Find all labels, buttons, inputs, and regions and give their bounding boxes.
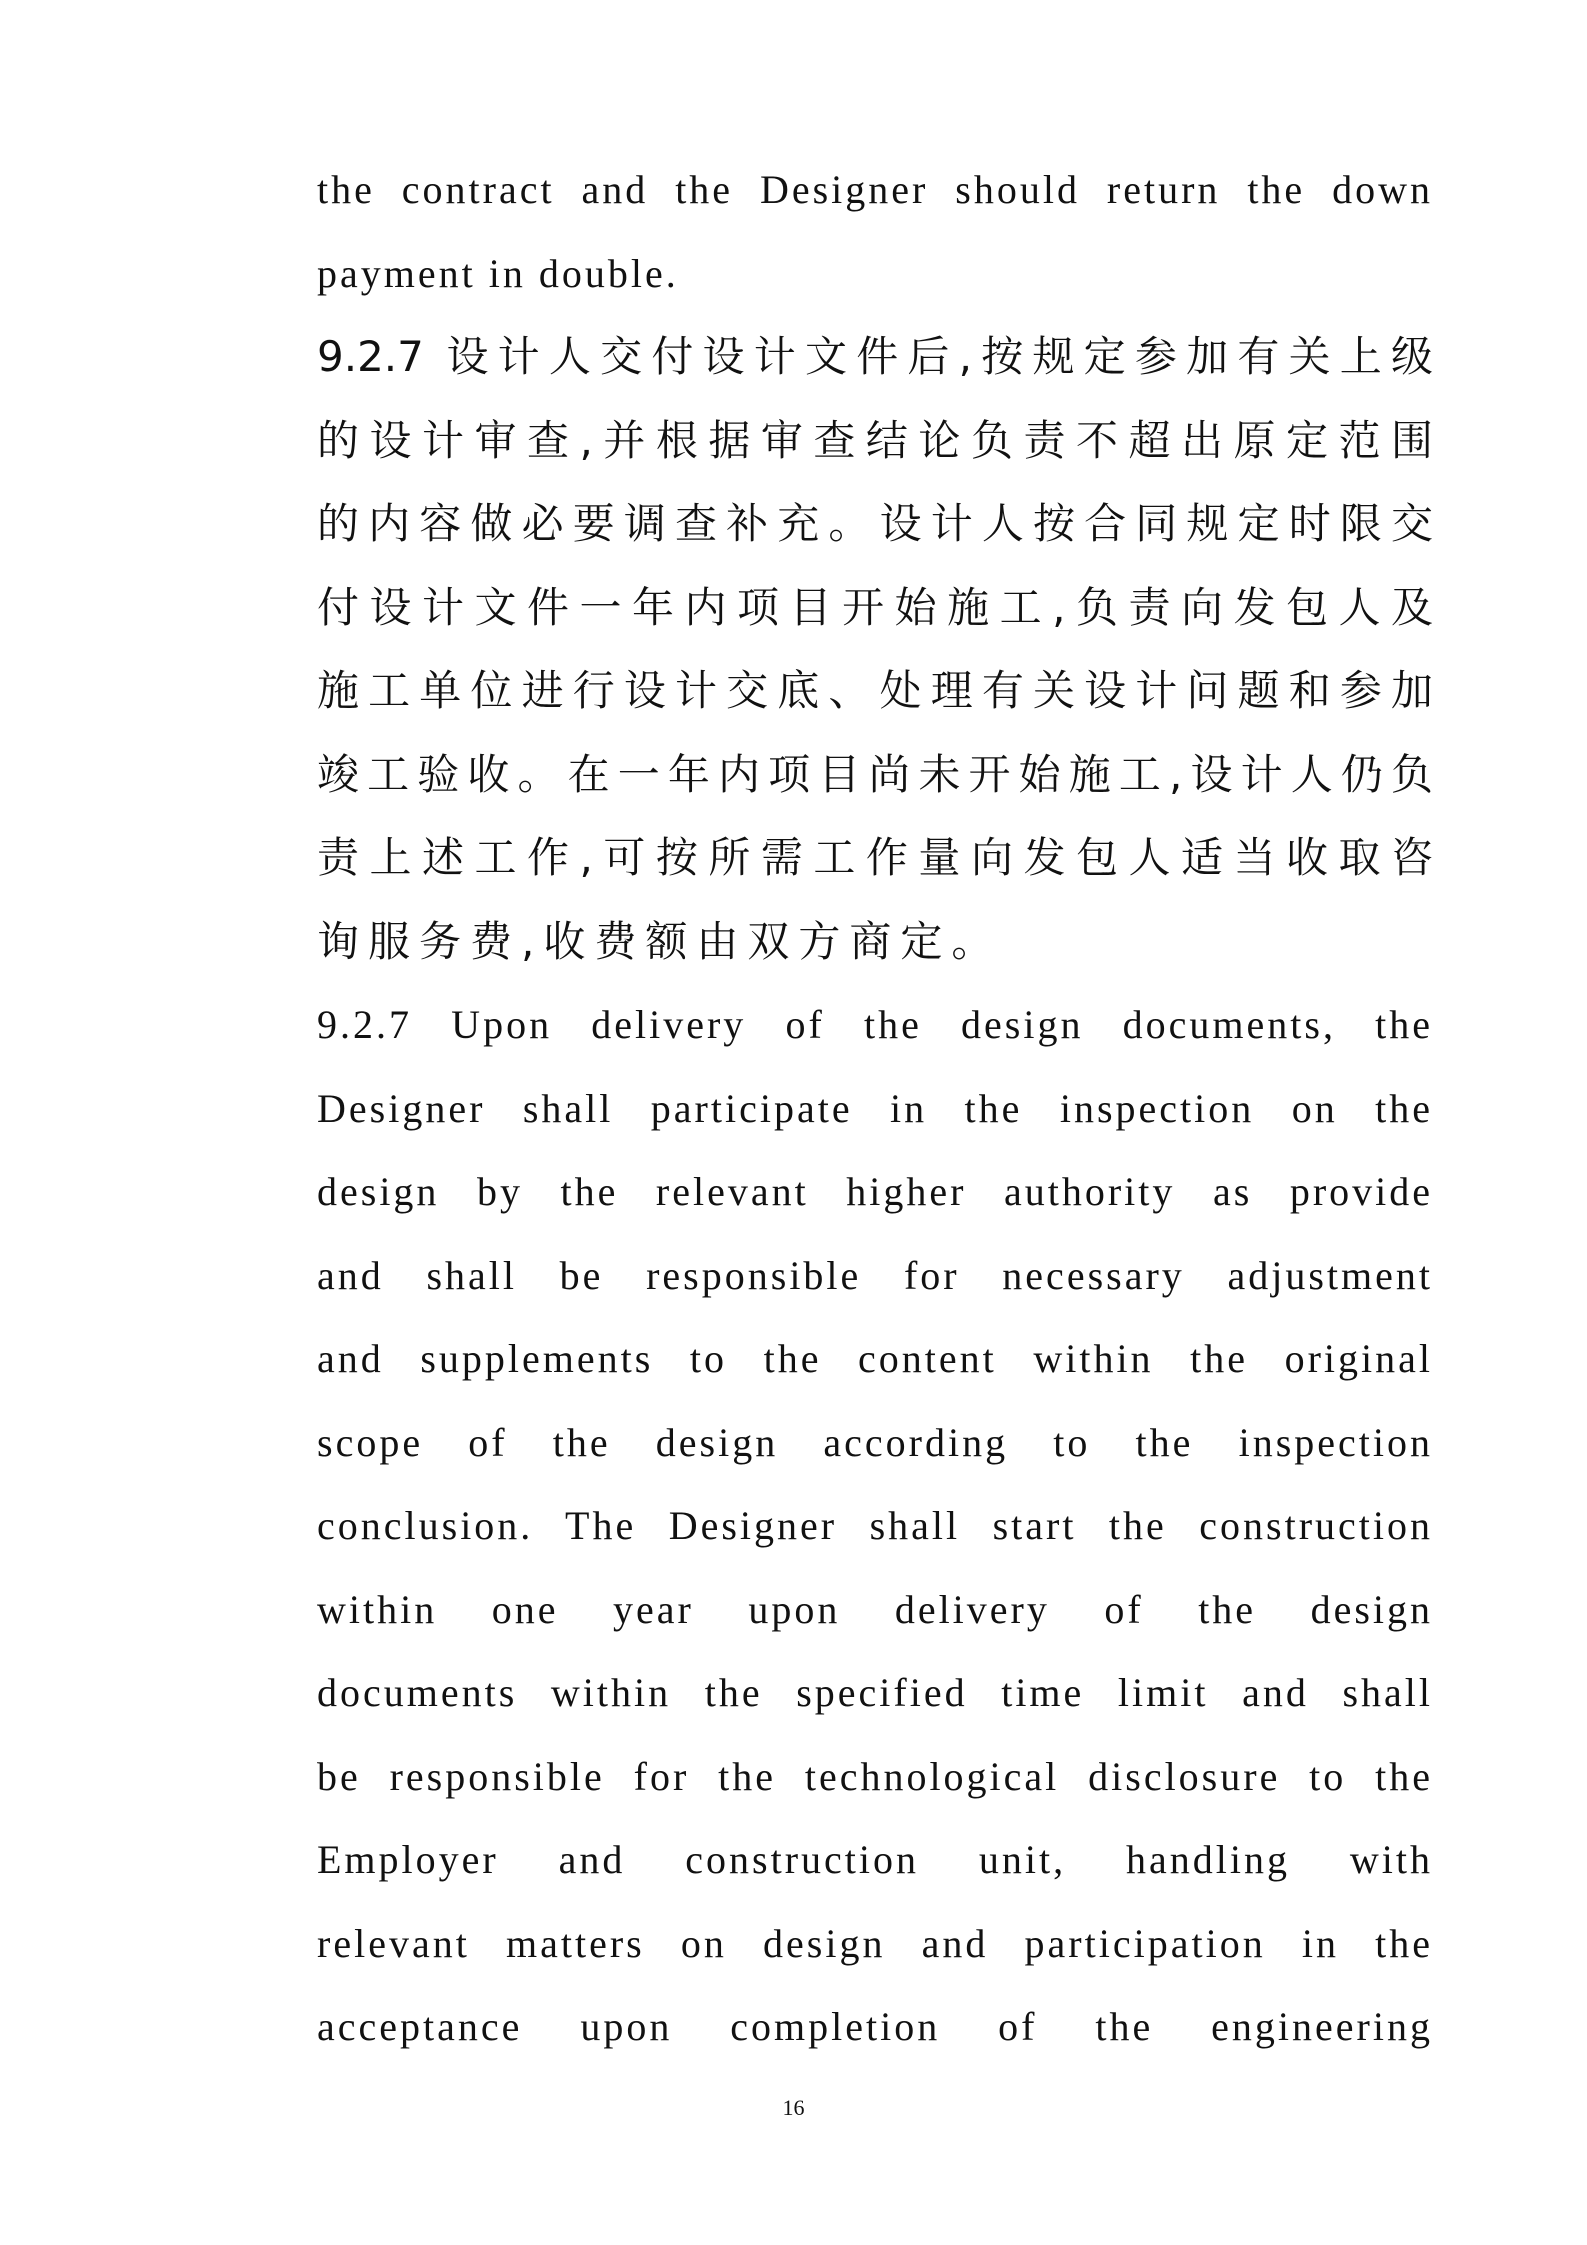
- text-line: 的内容做必要调查补充。设计人按合同规定时限交: [317, 499, 1433, 548]
- text-line: 竣工验收。在一年内项目尚未开始施工,设计人仍负: [317, 749, 1433, 799]
- text-line: 询服务费,收费额由双方商定。: [317, 916, 1003, 966]
- text-line: be responsible for the technological disclosure to the: [317, 1753, 1433, 1799]
- text-line: 施工单位进行设计交底、处理有关设计问题和参加: [317, 666, 1433, 715]
- text-line: 责上述工作,可按所需工作量向发包人适当收取咨: [317, 833, 1433, 882]
- text-line: 付设计文件一年内项目开始施工,负责向发包人及: [317, 582, 1433, 632]
- text-line: and supplements to the content within the original: [317, 1336, 1433, 1381]
- text-line: acceptance upon completion of the engineering: [317, 2004, 1433, 2049]
- text-line: Designer shall participate in the inspection on the: [317, 1085, 1433, 1131]
- page-body: [317, 148, 1433, 2069]
- text-line: Employer and construction unit, handling with: [317, 1837, 1433, 1882]
- text-line: 9.2.7 设计人交付设计文件后,按规定参加有关上级: [317, 332, 1433, 381]
- text-line: documents within the specified time limit and shall: [317, 1670, 1433, 1715]
- text-line: 的设计审查,并根据审查结论负责不超出原定范围: [317, 415, 1433, 465]
- text-line: scope of the design according to the inspection: [317, 1419, 1433, 1465]
- text-line: payment in double.: [317, 250, 679, 296]
- text-line: the contract and the Designer should return the down: [317, 167, 1433, 212]
- text-line: within one year upon delivery of the design: [317, 1586, 1433, 1632]
- text-line: and shall be responsible for necessary adjustment: [317, 1252, 1433, 1298]
- text-line: conclusion. The Designer shall start the construction: [317, 1503, 1433, 1548]
- text-line: relevant matters on design and participation in the: [317, 1920, 1433, 1966]
- text-line: design by the relevant higher authority as provide: [317, 1169, 1433, 1214]
- page-number: 16: [782, 2095, 805, 2120]
- text-line: 9.2.7 Upon delivery of the design documents, the: [317, 1002, 1433, 1047]
